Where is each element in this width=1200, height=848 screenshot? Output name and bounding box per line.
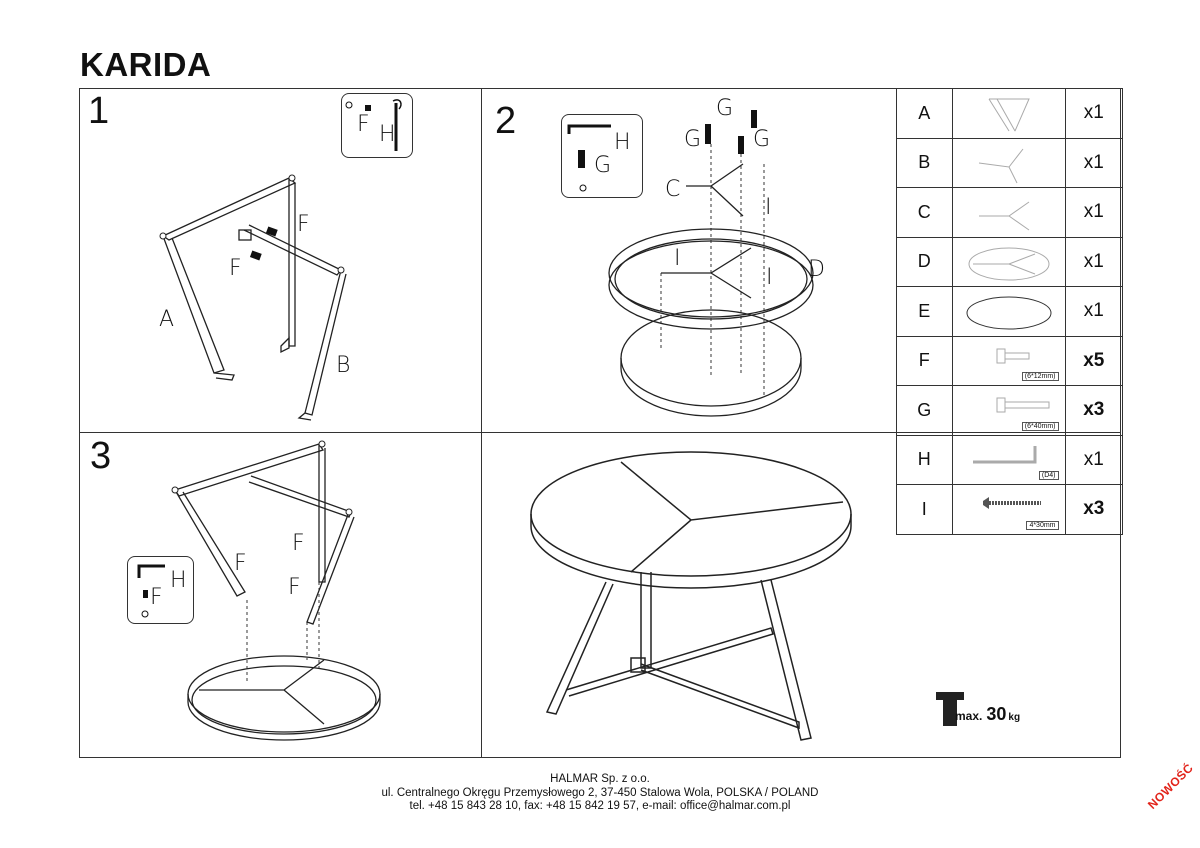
label-F: F (297, 212, 310, 237)
label-G: G (753, 127, 771, 152)
label-G: G (684, 127, 702, 152)
part-row (897, 386, 1122, 436)
part-quantity: x1 (1083, 151, 1104, 173)
part-row (897, 337, 1122, 387)
label-D: D (808, 257, 825, 282)
part-quantity: x1 (1083, 201, 1104, 223)
part-letter: D (897, 238, 953, 287)
step-number-2: 2 (495, 100, 517, 142)
label-F: F (288, 575, 301, 600)
part-quantity: x3 (1083, 498, 1105, 520)
part-dimension: 4*30mm (1026, 521, 1058, 530)
label-A: A (159, 307, 175, 332)
max-load-value: 30 (986, 704, 1007, 724)
part-dimension: (6*40mm) (1022, 422, 1059, 431)
company-contact: tel. +48 15 843 28 10, fax: +48 15 842 19 57, e-mail: office@halmar.com.pl (409, 800, 791, 812)
part-row (897, 89, 1122, 139)
part-row (897, 287, 1122, 337)
part-image (953, 188, 1066, 237)
company-name: HALMAR Sp. z o.o. (550, 773, 650, 785)
part-row (897, 238, 1122, 288)
label-H: H (614, 130, 631, 155)
label-I: I (674, 246, 681, 271)
part-dimension: (6*12mm) (1022, 372, 1059, 381)
part-image (953, 337, 1066, 386)
part-row (897, 139, 1122, 189)
part-dimension: (D4) (1039, 471, 1059, 480)
max-load-text (955, 704, 1020, 725)
part-image (953, 287, 1066, 336)
max-load-label: max. (955, 709, 983, 723)
part-letter: B (897, 139, 953, 188)
part-quantity: x1 (1083, 102, 1104, 124)
part-row (897, 188, 1122, 238)
label-B: B (336, 353, 351, 378)
step-number-1: 1 (88, 90, 110, 132)
part-row (897, 436, 1122, 486)
footer-company (0, 773, 1200, 814)
label-C: C (665, 177, 681, 202)
label-F: F (234, 551, 247, 576)
part-letter: A (897, 89, 953, 138)
new-badge: NOWOŚĆ (1145, 760, 1197, 812)
frame-a-b-drawing (79, 88, 482, 433)
part-image (953, 436, 1066, 485)
label-H: H (379, 122, 396, 147)
part-image (953, 485, 1066, 534)
part-letter: G (897, 386, 953, 435)
label-F: F (150, 585, 163, 610)
part-quantity: x1 (1083, 300, 1104, 322)
part-image (953, 89, 1066, 138)
part-quantity: x1 (1083, 448, 1104, 470)
max-load-unit: kg (1008, 712, 1021, 723)
label-I: I (766, 265, 773, 290)
part-quantity: x3 (1083, 399, 1105, 421)
part-letter: C (897, 188, 953, 237)
step-number-3: 3 (90, 435, 112, 477)
part-image (953, 386, 1066, 435)
part-letter: H (897, 436, 953, 485)
label-G: G (716, 96, 734, 121)
label-G: G (594, 153, 612, 178)
label-I: I (765, 195, 772, 220)
label-H: H (170, 568, 187, 593)
part-quantity: x5 (1083, 349, 1105, 371)
part-letter: F (897, 337, 953, 386)
company-address: ul. Centralnego Okręgu Przemysłowego 2, 37-450 Stalowa Wola, POLSKA / POLAND (381, 786, 819, 799)
part-letter: I (897, 485, 953, 534)
label-F: F (357, 112, 370, 137)
part-letter: E (897, 287, 953, 336)
label-F: F (292, 531, 305, 556)
frame-ring-drawing (79, 432, 482, 758)
part-row (897, 485, 1122, 535)
product-title: KARIDA (80, 46, 212, 83)
part-image (953, 139, 1066, 188)
part-image (953, 238, 1066, 287)
part-quantity: x1 (1083, 250, 1104, 272)
label-F: F (229, 256, 242, 281)
parts-list (896, 88, 1123, 535)
